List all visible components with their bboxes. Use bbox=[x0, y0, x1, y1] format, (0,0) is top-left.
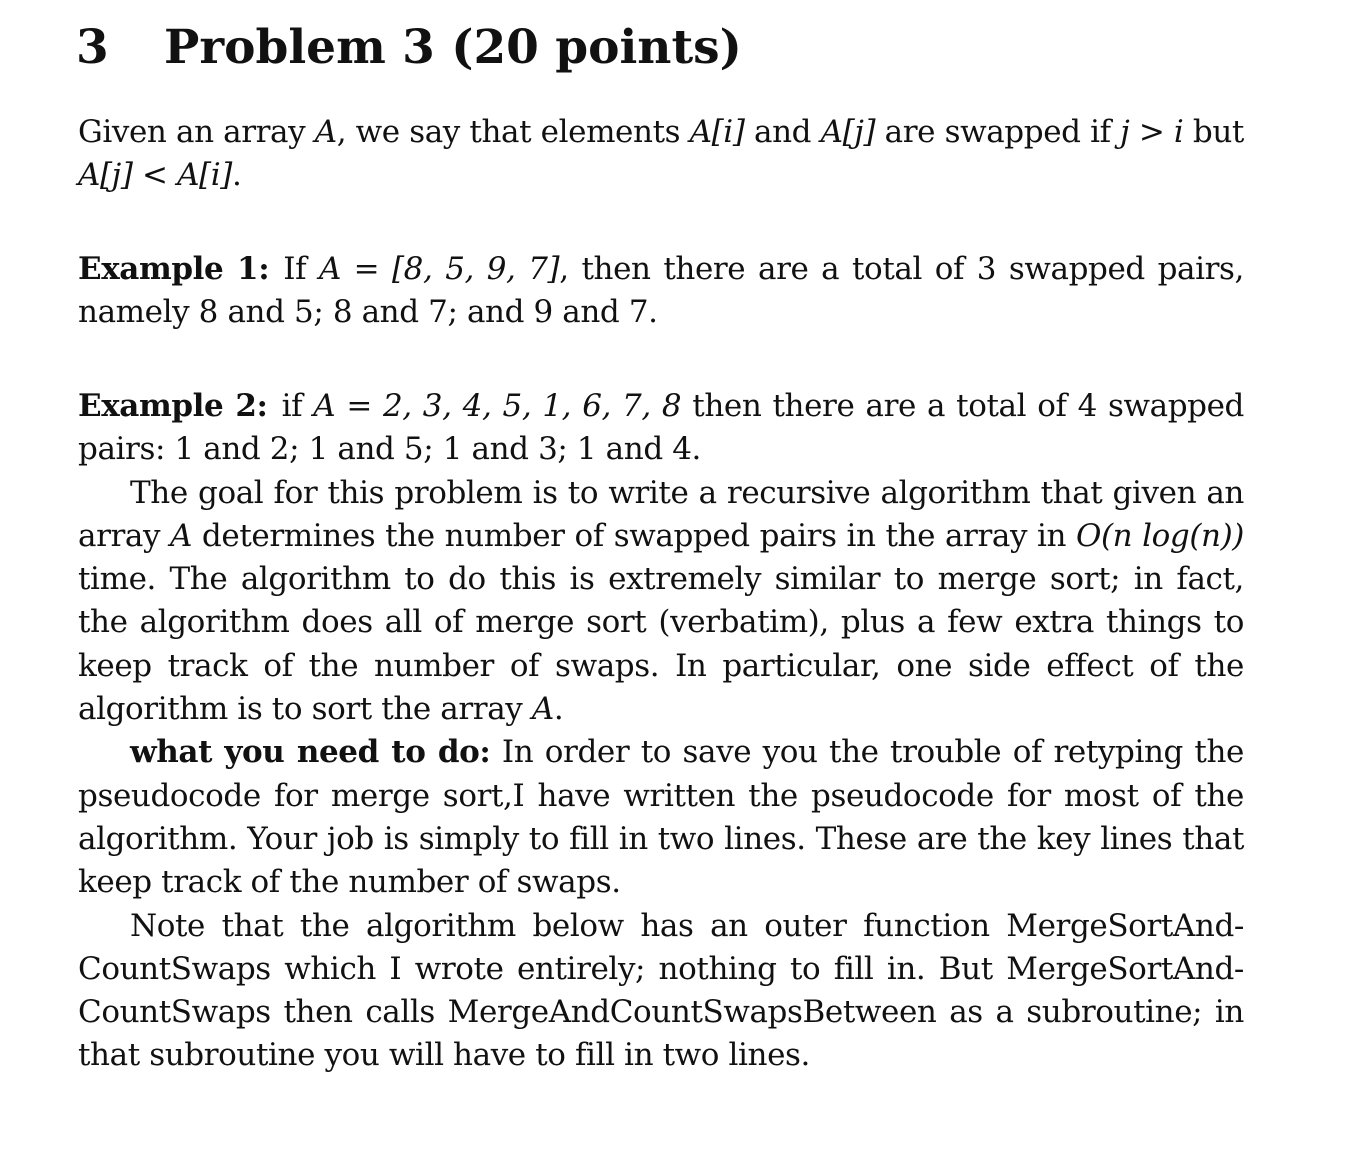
example-1-label: Example 1: bbox=[78, 251, 270, 287]
goal-text-1: The goal for this problem is to write a recursive algorithm that given an array bbox=[78, 474, 1244, 554]
intro-text-4: are swapped if bbox=[875, 114, 1121, 150]
math-array-a-sort: A bbox=[531, 691, 554, 728]
math-array-a-goal: A bbox=[170, 517, 193, 554]
goal-text-2: determines the number of swapped pairs in the array in bbox=[192, 517, 1076, 554]
note-paragraph bbox=[78, 905, 1244, 1078]
example-2-equation: A = 2, 3, 4, 5, 1, 6, 7, 8 bbox=[313, 388, 682, 424]
math-condition-index: j > i bbox=[1120, 114, 1184, 150]
goal-text-4: . bbox=[553, 691, 564, 728]
intro-text-5: but bbox=[1183, 114, 1244, 150]
example-2-paragraph bbox=[78, 385, 1244, 472]
example-1-text-1: If bbox=[283, 251, 319, 287]
intro-text-2: , we say that elements bbox=[336, 114, 690, 150]
section-number: 3 bbox=[76, 20, 109, 75]
goal-text-3: time. The algorithm to do this is extremely similar to merge sort; in fact, the algorithm does all of merge sort (verbatim), plus a few extra things to keep track of the number of swaps. In particular, one side effect of the algorithm is to sort the array bbox=[78, 561, 1244, 728]
example-2-text-2: then there are a total of 4 swapped pairs: 1 and 2; 1 and 5; 1 and 3; 1 and 4. bbox=[78, 388, 1245, 468]
todo-label: what you need to do: bbox=[130, 734, 491, 771]
math-condition-value: A[j] < A[i] bbox=[78, 157, 232, 194]
example-2-text-1: if bbox=[281, 388, 314, 424]
math-a-i: A[i] bbox=[689, 114, 745, 150]
todo-paragraph bbox=[78, 731, 1244, 904]
section-heading bbox=[76, 18, 742, 78]
math-array-a: A bbox=[314, 114, 337, 150]
intro-text-3: and bbox=[744, 114, 821, 150]
intro-text-6: . bbox=[231, 157, 242, 194]
intro-paragraph bbox=[78, 111, 1244, 198]
todo-text: In order to save you the trouble of retyping the pseudocode for merge sort,I have written the pseudocode for most of the algorithm. Your job is simply to fill in two lines. These are the key lines that keep track of the number of swaps. bbox=[78, 734, 1245, 901]
example-1-paragraph bbox=[78, 248, 1244, 335]
example-2-label: Example 2: bbox=[78, 388, 268, 424]
note-text: Note that the algorithm below has an outer function MergeSortAnd-CountSwaps which I wrote entirely; nothing to fill in. But MergeSortAnd-CountSwaps then calls MergeAndCountSwapsBetween as a subroutine; in that subroutine you will have to fill in two lines. bbox=[78, 907, 1244, 1074]
section-title: Problem 3 (20 points) bbox=[164, 20, 742, 75]
goal-paragraph bbox=[78, 472, 1244, 732]
math-a-j: A[j] bbox=[820, 114, 876, 150]
example-2-block bbox=[78, 385, 1244, 1078]
example-1-equation: A = [8, 5, 9, 7] bbox=[318, 251, 560, 287]
intro-text-1: Given an array bbox=[78, 114, 315, 150]
example-1-text-2: , then there are a total of 3 swapped pairs, namely 8 and 5; 8 and 7; and 9 and 7. bbox=[78, 251, 1245, 331]
math-complexity: O(n log(n)) bbox=[1075, 517, 1244, 554]
